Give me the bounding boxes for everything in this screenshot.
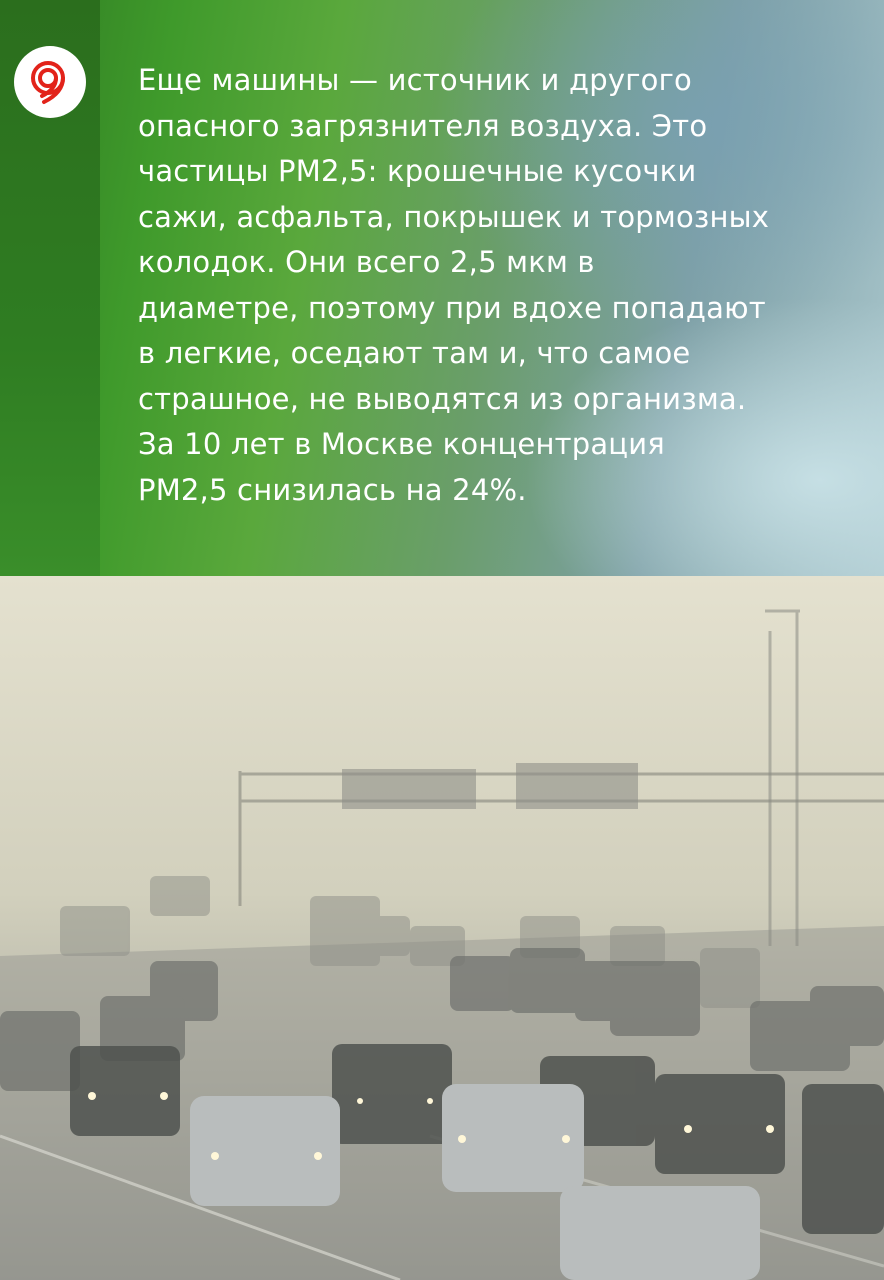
moscow-9-logo-icon — [26, 58, 74, 106]
logo — [14, 46, 86, 118]
highway-smog-illustration — [0, 576, 884, 1280]
body-text: Еще машины — источник и другого опасного загрязнителя воздуха. Это частицы PM2,5: крошечные кусочки сажи, асфальта, покрышек и тормозных колодок. Они всего 2,5 мкм в диаметре, поэтому при вдохе попадают в легкие, оседают там и, что самое страшное, не выводятся из организма. За 10 лет в Москве концентрация PM2,5 снизилась на 24%. — [138, 63, 770, 507]
text-panel — [0, 0, 884, 576]
smog-traffic-photo — [0, 576, 884, 1280]
